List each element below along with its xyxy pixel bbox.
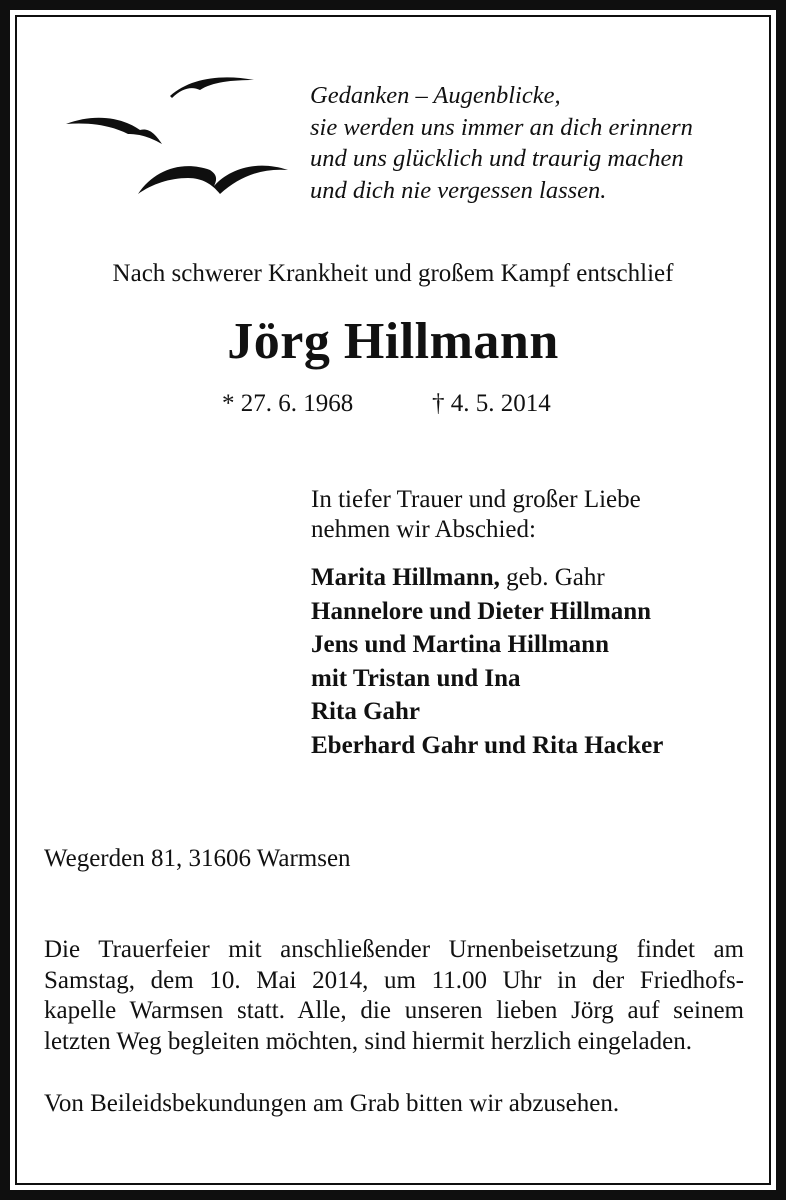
address: Wegerden 81, 31606 Warmsen — [44, 845, 351, 872]
birds-icon — [62, 72, 292, 202]
family-member: mit Tristan und Ina — [311, 664, 521, 692]
bird-large-icon — [138, 166, 288, 194]
poem-line: sie werden uns immer an dich erinnern — [310, 113, 693, 141]
mourning-line: In tiefer Trauer und großer Liebe — [311, 486, 641, 513]
family-member: Eberhard Gahr und Rita Hacker — [311, 731, 664, 759]
service-info — [44, 935, 744, 1057]
family-member: Hannelore und Dieter Hillmann — [311, 597, 652, 625]
family-member — [311, 561, 663, 595]
poem-line: und dich nie vergessen lassen. — [310, 176, 607, 204]
poem-line: und uns glücklich und traurig machen — [310, 145, 684, 172]
family-member: Rita Gahr — [311, 698, 421, 725]
service-line: letzten Weg begleiten möchten, sind hiermit herzlich eingeladen. — [44, 1027, 692, 1055]
bird-small-icon — [170, 77, 254, 98]
poem — [310, 80, 750, 206]
mourning-line: nehmen wir Abschied: — [311, 516, 536, 543]
family-member-note: geb. Gahr — [499, 564, 605, 591]
deceased-name: Jörg Hillmann — [227, 313, 559, 370]
family-member-name: Marita Hillmann, — [311, 564, 500, 591]
mourning-text — [311, 485, 641, 545]
condolence-note: Von Beileidsbekundungen am Grab bitten wir abzusehen. — [44, 1090, 620, 1117]
death-date: † 4. 5. 2014 — [432, 390, 551, 417]
family-list — [311, 561, 663, 762]
service-line: Die Trauerfeier mit anschließender Urnenbeisetzung findet am — [44, 936, 744, 963]
service-line: kapelle Warmsen statt. Alle, die unseren lieben Jörg auf seinem — [44, 997, 744, 1024]
family-member: Jens und Martina Hillmann — [311, 631, 609, 658]
service-line: Samstag, dem 10. Mai 2014, um 11.00 Uhr in der Friedhofs- — [44, 966, 744, 994]
poem-line: Gedanken – Augenblicke, — [310, 82, 561, 109]
birth-date: * 27. 6. 1968 — [222, 390, 354, 417]
intro-text: Nach schwerer Krankheit und großem Kampf entschlief — [112, 260, 674, 287]
bird-left-icon — [66, 118, 162, 144]
